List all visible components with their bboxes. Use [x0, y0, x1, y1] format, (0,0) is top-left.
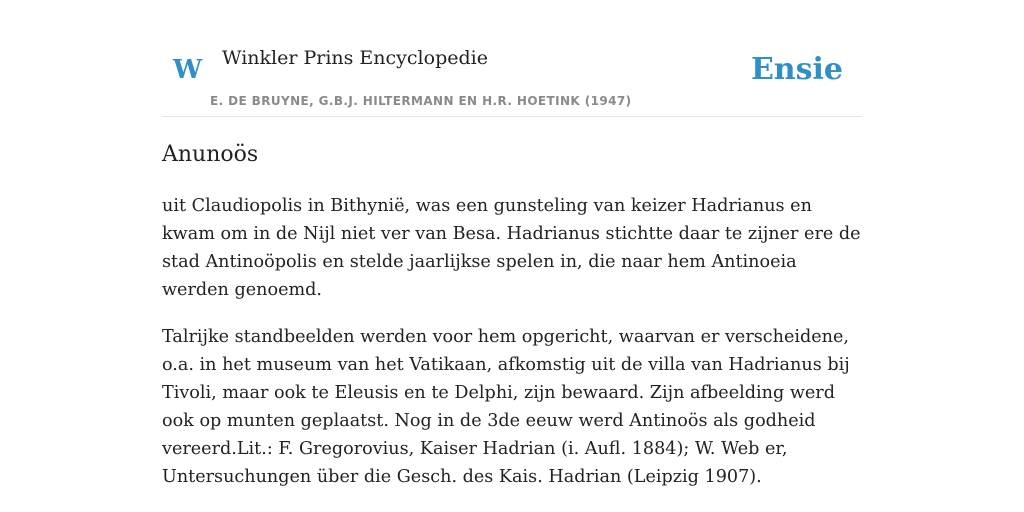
ensie-logo-link[interactable]: Ensie [750, 52, 843, 87]
source-title[interactable]: Winkler Prins Encyclopedie [222, 47, 488, 69]
article-paragraph-1: uit Claudiopolis in Bithynië, was een gunsteling van keizer Hadrianus en kwam om in de Nijl niet ver van Besa. Hadrianus stichtte daar te zijner ere de stad Antinoöpolis en stelde jaarlijkse spelen in, die naar hem Antinoeia werden genoemd. [162, 196, 861, 300]
article-paragraph-2: Talrijke standbeelden werden voor hem opgericht, waarvan er verscheidene, o.a. in het museum van het Vatikaan, afkomstig uit de villa van Hadrianus bij Tivoli, maar ook te Eleusis en te Delphi, zijn bewaard. Zijn afbeelding werd ook op munten geplaatst. Nog in de 3de eeuw werd Antinoös als godheid vereerd.Lit.: F. Gregorovius, Kaiser Hadrian (i. Aufl. 1884); W. Web er, Untersuchungen über die Gesch. des Kais. Hadrian (Leipzig 1907). [162, 327, 850, 487]
source-logo[interactable]: W [173, 55, 203, 85]
source-authors: E. DE BRUYNE, G.B.J. HILTERMANN EN H.R. HOETINK (1947) [210, 94, 632, 108]
source-header [162, 40, 862, 117]
article-title: Anunoös [162, 142, 259, 167]
